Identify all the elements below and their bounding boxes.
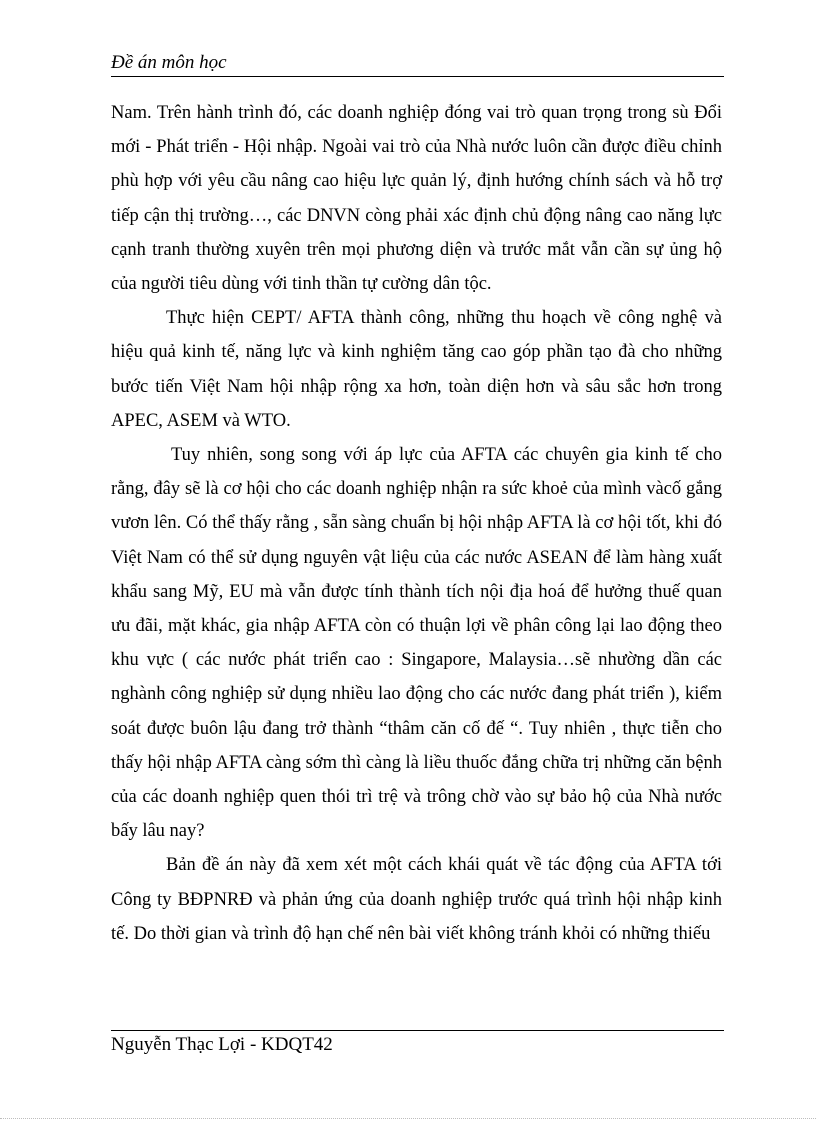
footer-author: Nguyễn Thạc Lợi - KDQT42 xyxy=(111,1034,333,1055)
paragraph-1: Nam. Trên hành trình đó, các doanh nghiệp đóng vai trò quan trọng trong sù Đổi mới - Phát triển - Hội nhập. Ngoài vai trò của Nhà nước luôn cần được điều chỉnh phù hợp với yêu cầu nâng cao hiệu lực quản lý, định hướng chính sách và hỗ trợ tiếp cận thị trường…, các DNVN còng phải xác định chủ động nâng cao năng lực cạnh tranh thường xuyên trên mọi phương diện và trước mắt vẫn cần sự ủng hộ của người tiêu dùng với tinh thần tự cường dân tộc. xyxy=(111,103,722,295)
page-bottom-border xyxy=(0,1118,816,1119)
page-header xyxy=(111,50,724,77)
paragraph-4: Bản đề án này đã xem xét một cách khái quát về tác động của AFTA tới Công ty BĐPNRĐ và phản ứng của doanh nghiệp trước quá trình hội nhập kinh tế. Do thời gian và trình độ hạn chế nên bài viết không tránh khỏi có những thiếu xyxy=(111,855,722,944)
page-footer xyxy=(111,1032,333,1058)
footer-divider xyxy=(111,1030,724,1031)
paragraph-2: Thực hiện CEPT/ AFTA thành công, những thu hoạch về công nghệ và hiệu quả kinh tế, năng lực và kinh nghiệm tăng cao góp phần tạo đà cho những bước tiến Việt Nam hội nhập rộng xa hơn, toàn diện hơn và sâu sắc hơn trong APEC, ASEM và WTO. xyxy=(111,308,722,431)
document-body xyxy=(111,96,722,951)
header-title: Đề án môn học xyxy=(111,52,227,73)
paragraph-3: Tuy nhiên, song song với áp lực của AFTA các chuyên gia kinh tế cho rằng, đây sẽ là cơ hội cho các doanh nghiệp nhận ra sức khoẻ của mình vàcố gắng vươn lên. Có thể thấy rằng , sẵn sàng chuẩn bị hội nhập AFTA là cơ hội tốt, khi đó Việt Nam có thể sử dụng nguyên vật liệu của các nước ASEAN để làm hàng xuất khẩu sang Mỹ, EU mà vẫn được tính thành tích nội địa hoá để hưởng thuế quan ưu đãi, mặt khác, gia nhập AFTA còn có thuận lợi về phân công lại lao động theo khu vực ( các nước phát triển cao : Singapore, Malaysia…sẽ nhường dần các nghành công nghiệp sử dụng nhiều lao động cho các nước đang phát triển ), kiểm soát được buôn lậu đang trở thành “thâm căn cố đế “. Tuy nhiên , thực tiễn cho thấy hội nhập AFTA càng sớm thì càng là liều thuốc đắng chữa trị những căn bệnh của các doanh nghiệp quen thói trì trệ và trông chờ vào sự bảo hộ của Nhà nước bấy lâu nay? xyxy=(111,445,722,842)
